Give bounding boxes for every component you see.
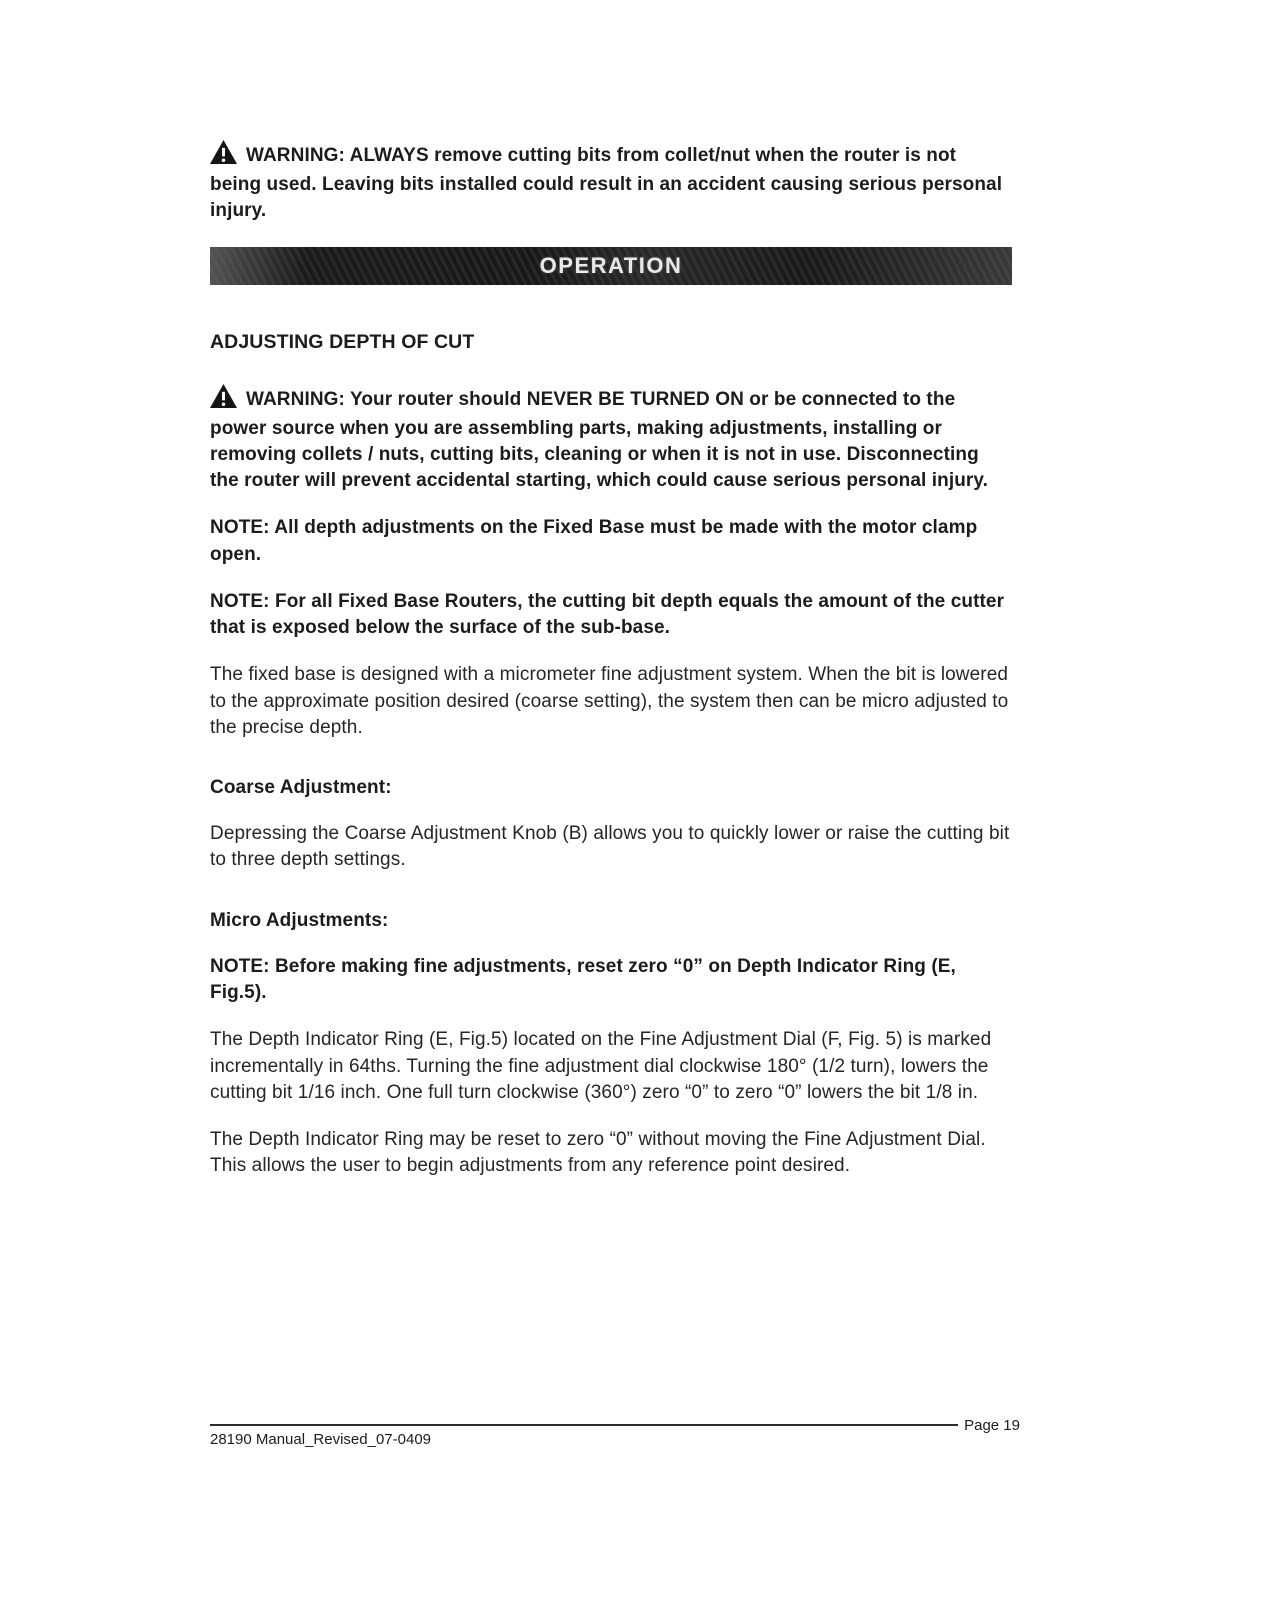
note-fixed-base: NOTE: All depth adjustments on the Fixed Base must be made with the motor clamp open. [210, 517, 978, 565]
page-content [210, 140, 1012, 1200]
warning-top-text: WARNING: ALWAYS remove cutting bits from collet/nut when the router is not being used. Leaving bits installed could result in an accident causing serious personal injury. [210, 145, 1003, 222]
section-heading-adjusting-depth: ADJUSTING DEPTH OF CUT [210, 330, 475, 353]
warning-triangle-icon [210, 140, 237, 172]
paragraph-micro-body: The Depth Indicator Ring (E, Fig.5) located on the Fine Adjustment Dial (F, Fig. 5) is marked incrementally in 64ths. Turning the fine adjustment dial clockwise 180° (1/2 turn), lowers the cutting bit 1/16 inch. One full turn clockwise (360°) zero “0” to zero “0” lowers the bit 1/8 in. [210, 1029, 992, 1103]
note-bit-depth: NOTE: For all Fixed Base Routers, the cutting bit depth equals the amount of the cutter that is exposed below the surface of the sub-base. [210, 590, 1005, 639]
heading-coarse-adjustment: Coarse Adjustment: [210, 776, 392, 798]
page-footer [210, 1417, 1020, 1448]
warning-paragraph-power [210, 384, 1012, 495]
warning-paragraph-top [210, 140, 1012, 225]
banner-title: OPERATION [539, 252, 683, 278]
warning-triangle-icon [210, 384, 237, 416]
warning-power-text: WARNING: Your router should NEVER BE TURNED ON or be connected to the power source when you are assembling parts, making adjustments, installing or removing collets / nuts, cutting bits, cleaning or when it is not in use. Disconnecting the router will prevent accidental starting, which could cause serious personal injury. [210, 388, 989, 492]
heading-micro-adjustments: Micro Adjustments: [210, 909, 389, 931]
paragraph-coarse-body: Depressing the Coarse Adjustment Knob (B) allows you to quickly lower or raise the cutting bit to three depth settings. [210, 823, 1010, 871]
note-reset-zero: NOTE: Before making fine adjustments, reset zero “0” on Depth Indicator Ring (E, Fig.5). [210, 955, 956, 1004]
operation-banner [210, 247, 1012, 285]
footer-document-id: 28190 Manual_Revised_07-0409 [210, 1431, 432, 1448]
paragraph-micrometer: The fixed base is designed with a micrometer fine adjustment system. When the bit is lowered to the approximate position desired (coarse setting), the system then can be micro adjusted to the precise depth. [210, 664, 1009, 738]
footer-page-number: Page 19 [958, 1417, 1020, 1434]
paragraph-reset-body: The Depth Indicator Ring may be reset to zero “0” without moving the Fine Adjustment Dial. This allows the user to begin adjustments from any reference point desired. [210, 1128, 986, 1177]
